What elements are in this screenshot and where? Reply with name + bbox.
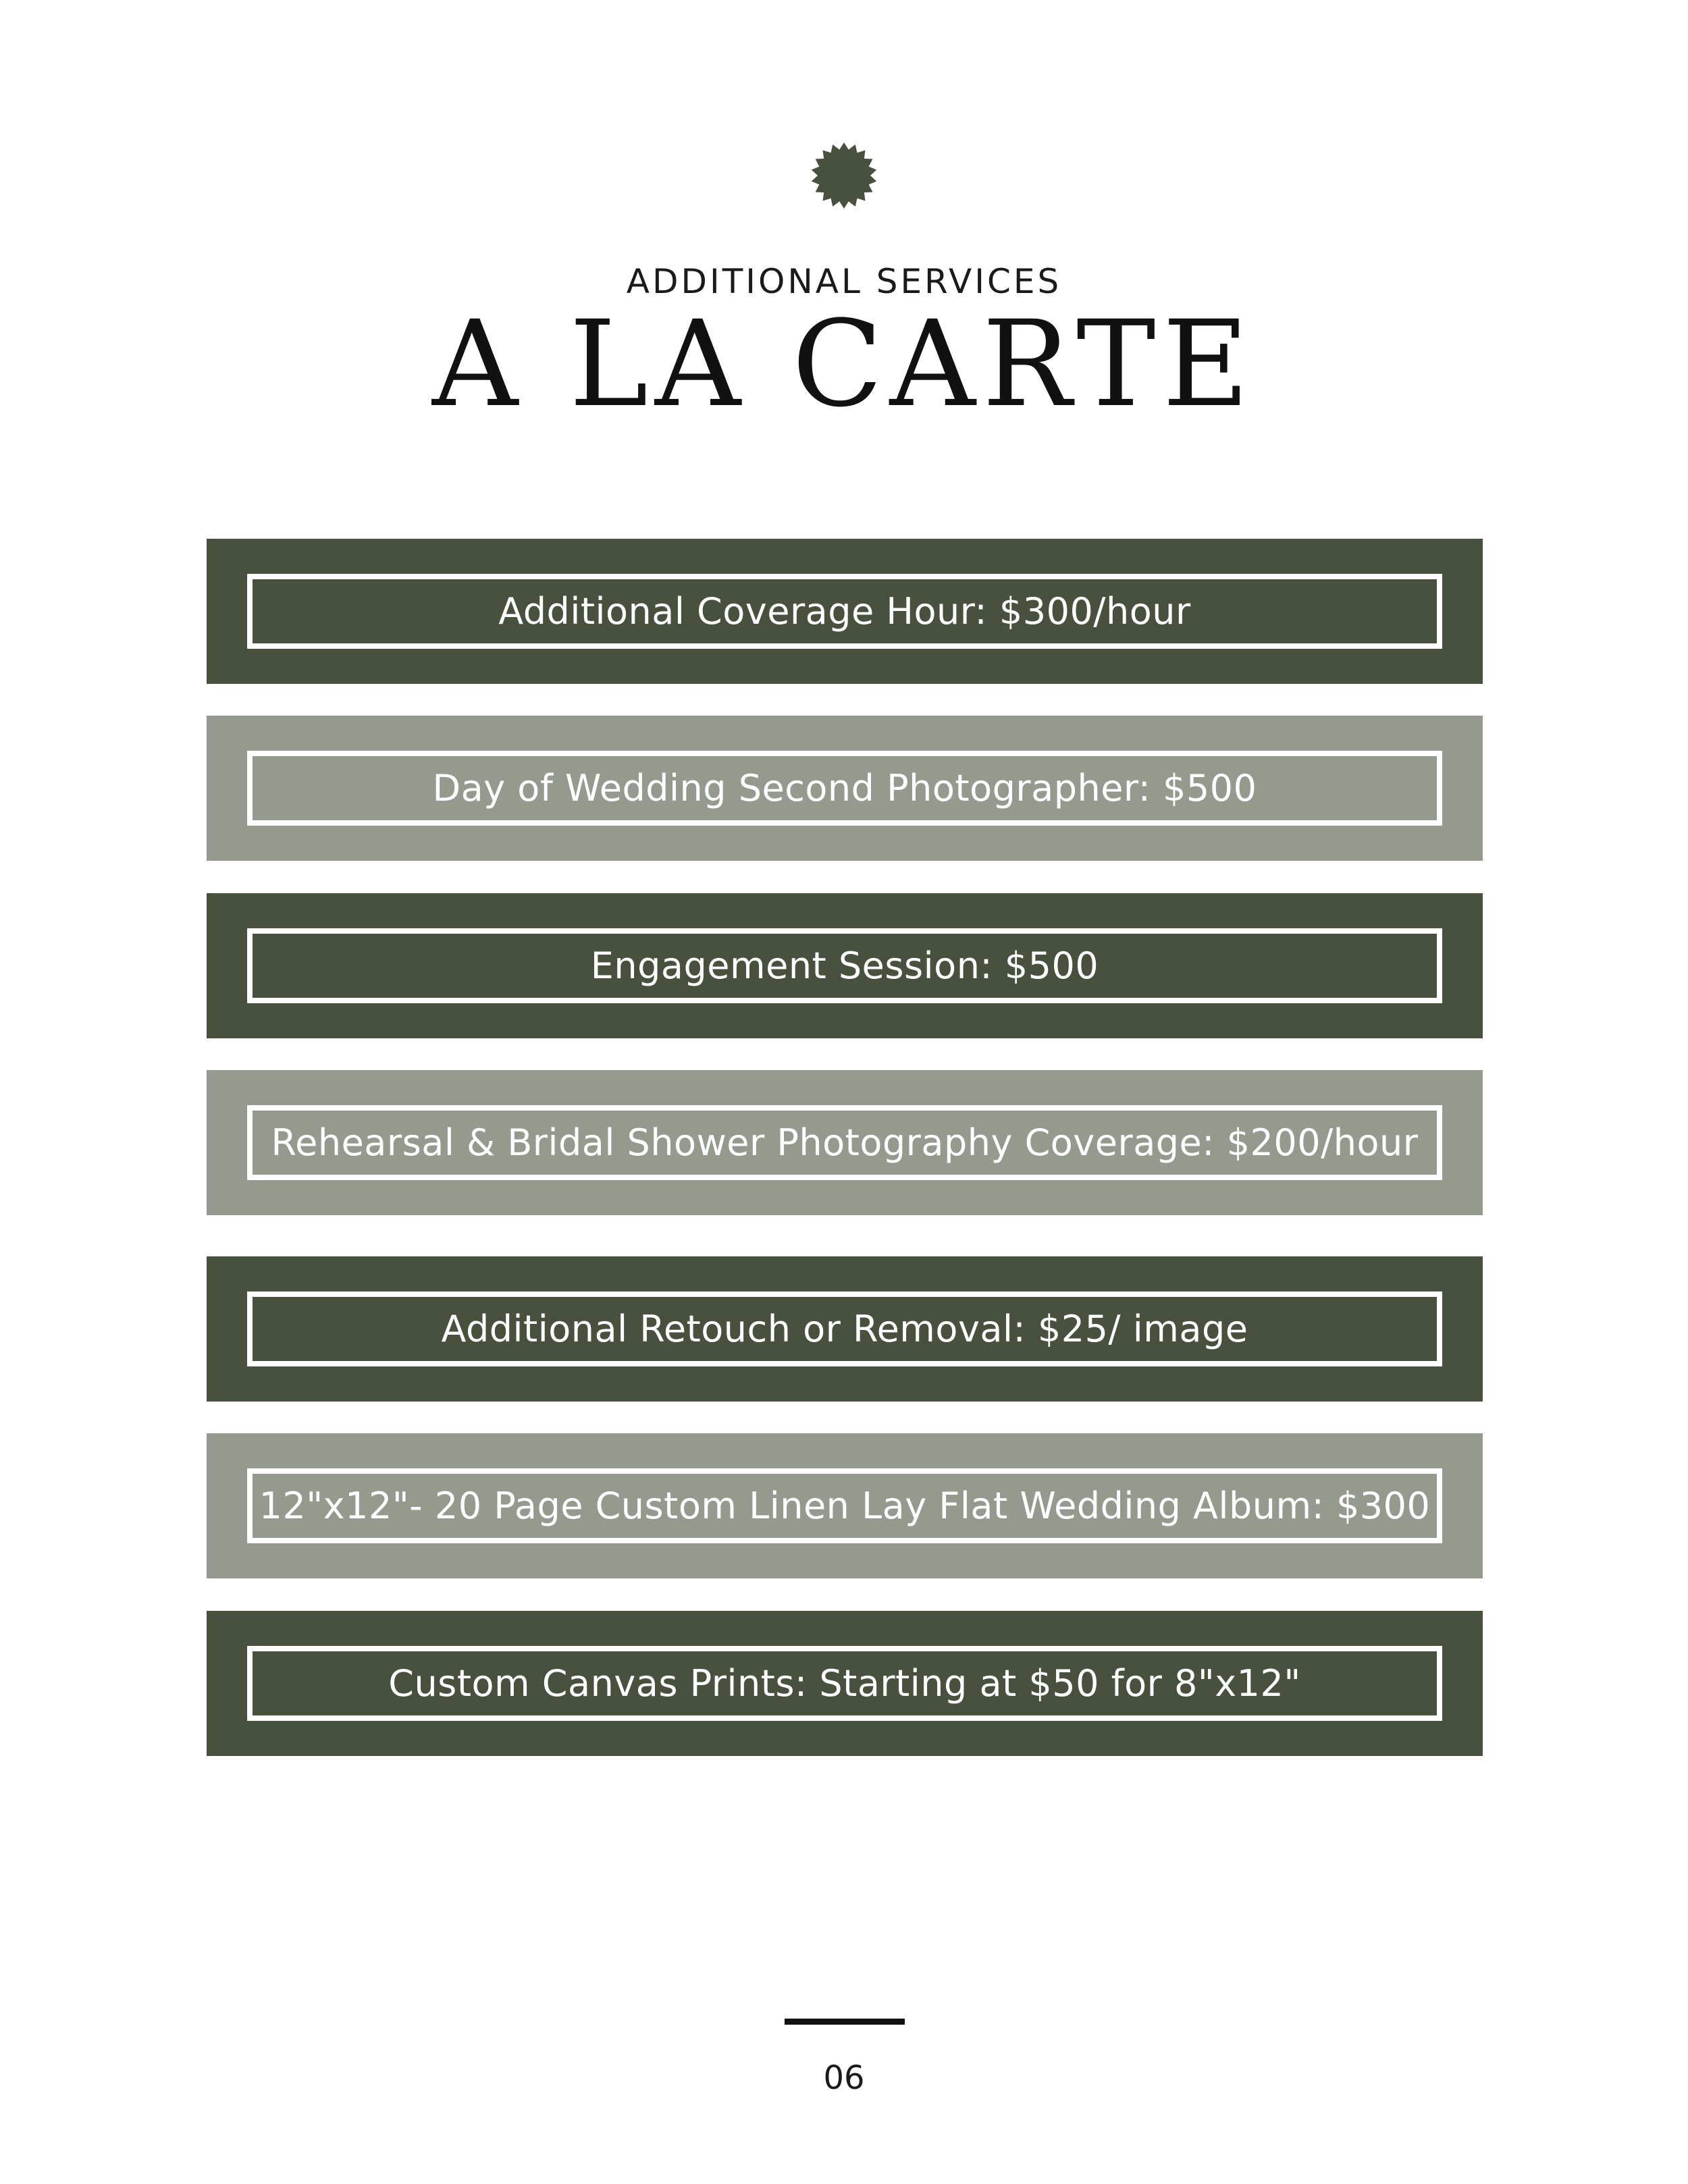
page-number: 06 (823, 2059, 865, 2097)
service-label: 12"x12"- 20 Page Custom Linen Lay Flat Wedding Album: $300 (259, 1485, 1431, 1527)
section-eyebrow: ADDITIONAL SERVICES (626, 262, 1062, 301)
service-frame (247, 1291, 1442, 1366)
service-item (207, 1070, 1483, 1215)
service-frame (247, 1646, 1442, 1721)
service-frame (247, 574, 1442, 649)
service-item (207, 893, 1483, 1038)
service-frame (247, 928, 1442, 1003)
service-frame (247, 1105, 1442, 1180)
service-frame (247, 1468, 1442, 1543)
service-label: Additional Retouch or Removal: $25/ image (441, 1308, 1248, 1350)
service-label: Rehearsal & Bridal Shower Photography Coverage: $200/hour (271, 1121, 1419, 1164)
page-title: A LA CARTE (431, 295, 1257, 433)
service-item (207, 716, 1483, 861)
service-label: Additional Coverage Hour: $300/hour (498, 590, 1191, 633)
starburst-icon (810, 142, 878, 209)
service-item (207, 1256, 1483, 1402)
page-divider (785, 2019, 905, 2025)
service-frame (247, 751, 1442, 826)
service-item (207, 1433, 1483, 1578)
service-label: Custom Canvas Prints: Starting at $50 for 8"x12" (388, 1662, 1301, 1705)
service-label: Engagement Session: $500 (590, 944, 1099, 987)
service-label: Day of Wedding Second Photographer: $500 (432, 767, 1257, 809)
service-item (207, 539, 1483, 684)
service-item (207, 1611, 1483, 1756)
